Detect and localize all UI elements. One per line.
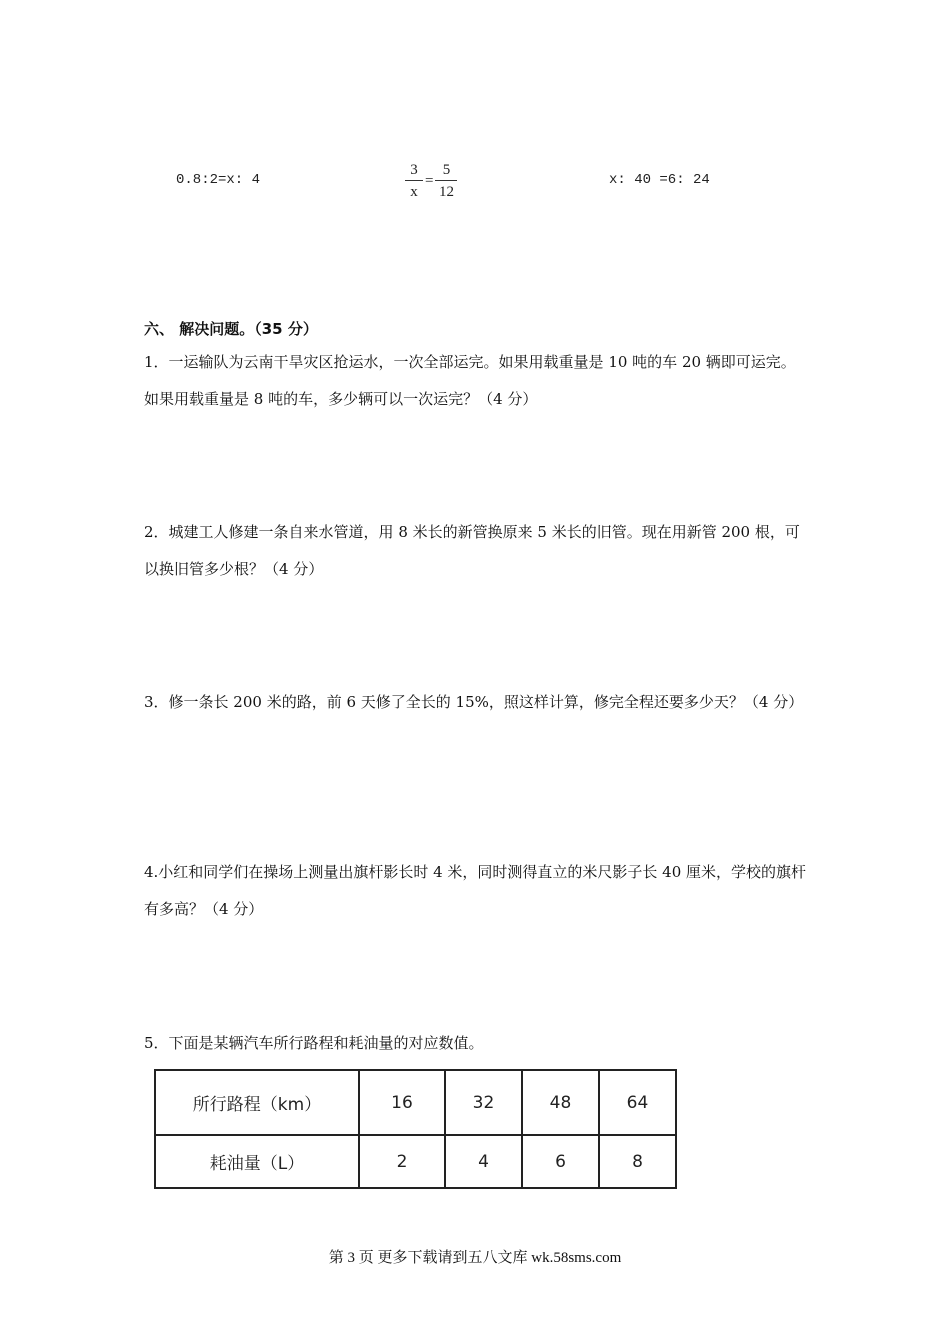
question-1: 1．一运输队为云南干旱灾区抢运水，一次全部运完。如果用载重量是 10 吨的车 20 辆即可运完。如果用载重量是 8 吨的车，多少辆可以一次运完？（4 分） bbox=[144, 353, 796, 408]
fuel-table bbox=[154, 1069, 677, 1189]
table-cell: 32 bbox=[445, 1070, 522, 1135]
fraction-left-numerator: 3 bbox=[410, 162, 418, 178]
question-5: 5．下面是某辆汽车所行路程和耗油量的对应数值。 bbox=[144, 1034, 484, 1052]
equation-1: 0.8:2=x: 4 bbox=[176, 172, 261, 188]
table-cell: 2 bbox=[359, 1135, 445, 1188]
fraction-left-denominator: x bbox=[410, 184, 418, 200]
fraction-right bbox=[435, 160, 457, 203]
equation-3: x: 40 =6: 24 bbox=[609, 172, 710, 188]
fraction-left bbox=[405, 160, 423, 203]
equals-sign: = bbox=[425, 173, 434, 189]
page-footer: 第 3 页 更多下载请到五八文库 wk.58sms.com bbox=[328, 1250, 622, 1266]
table-cell: 6 bbox=[522, 1135, 599, 1188]
table-cell: 16 bbox=[359, 1070, 445, 1135]
question-3: 3．修一条长 200 米的路，前 6 天修了全长的 15%，照这样计算，修完全程还要多少天？（4 分） bbox=[144, 693, 804, 711]
table-cell: 48 bbox=[522, 1070, 599, 1135]
table-cell: 64 bbox=[599, 1070, 676, 1135]
table-cell: 4 bbox=[445, 1135, 522, 1188]
question-4: 4.小红和同学们在操场上测量出旗杆影长时 4 米，同时测得直立的米尺影子长 40 厘米，学校的旗杆有多高？（4 分） bbox=[144, 863, 807, 918]
question-2: 2．城建工人修建一条自来水管道，用 8 米长的新管换原来 5 米长的旧管。现在用新管 200 根，可以换旧管多少根？（4 分） bbox=[144, 523, 800, 578]
equation-2 bbox=[405, 160, 457, 203]
section-title: 六、 解决问题。（35 分） bbox=[144, 320, 318, 338]
row-header: 耗油量（L） bbox=[155, 1135, 359, 1188]
table-row bbox=[155, 1135, 676, 1188]
fraction-right-denominator: 12 bbox=[438, 184, 454, 200]
row-header: 所行路程（km） bbox=[155, 1070, 359, 1135]
fraction-right-numerator: 5 bbox=[442, 162, 451, 178]
table-row bbox=[155, 1070, 676, 1135]
table-cell: 8 bbox=[599, 1135, 676, 1188]
